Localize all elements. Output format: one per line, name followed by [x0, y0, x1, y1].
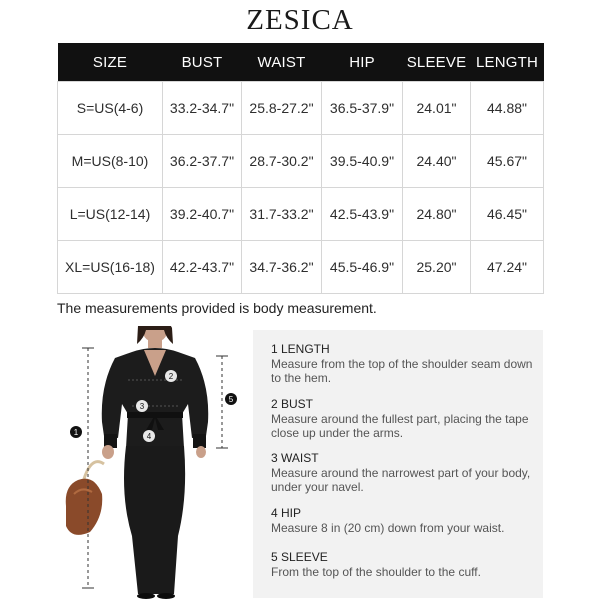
left-shoe	[137, 593, 155, 599]
cell-bust: 39.2-40.7"	[163, 188, 242, 241]
model-neck	[148, 338, 162, 348]
guide-waist	[271, 451, 539, 494]
guide-title: 3 WAIST	[271, 451, 319, 465]
left-hand	[102, 445, 114, 459]
cell-hip: 42.5-43.9"	[322, 188, 403, 241]
header-size: SIZE	[58, 43, 163, 82]
right-shoe	[157, 593, 175, 599]
measurement-note: The measurements provided is body measurement.	[57, 300, 377, 316]
marker-4-label: 4	[146, 432, 152, 441]
marker-5-label: 5	[228, 395, 234, 404]
cell-size: XL=US(16-18)	[58, 241, 163, 294]
cell-waist: 31.7-33.2"	[242, 188, 322, 241]
marker-sleeve	[225, 393, 237, 405]
handbag	[66, 479, 103, 535]
cell-bust: 42.2-43.7"	[163, 241, 242, 294]
cell-sleeve: 24.80"	[403, 188, 471, 241]
marker-3-label: 3	[139, 402, 145, 411]
cell-hip: 36.5-37.9"	[322, 82, 403, 135]
guide-description: Measure around the fullest part, placing the tape close up under the arms.	[271, 412, 529, 440]
cell-waist: 34.7-36.2"	[242, 241, 322, 294]
marker-1-label: 1	[73, 428, 79, 437]
marker-length	[70, 426, 82, 438]
header-sleeve: SLEEVE	[403, 43, 471, 82]
header-bust: BUST	[163, 43, 242, 82]
cell-size: S=US(4-6)	[58, 82, 163, 135]
guide-title: 1 LENGTH	[271, 342, 330, 356]
size-chart-table	[57, 43, 544, 294]
cell-bust: 33.2-34.7"	[163, 82, 242, 135]
marker-bust	[165, 370, 177, 382]
marker-2-label: 2	[168, 372, 174, 381]
cell-size: L=US(12-14)	[58, 188, 163, 241]
right-cuff	[193, 434, 206, 448]
marker-hip	[143, 430, 155, 442]
cell-sleeve: 24.40"	[403, 135, 471, 188]
header-waist: WAIST	[242, 43, 322, 82]
guide-description: Measure 8 in (20 cm) down from your waist.	[271, 521, 505, 535]
guide-title: 5 SLEEVE	[271, 550, 328, 564]
guide-description: Measure around the narrowest part of your body, under your navel.	[271, 466, 531, 494]
cell-hip: 39.5-40.9"	[322, 135, 403, 188]
cell-sleeve: 25.20"	[403, 241, 471, 294]
measurement-guide	[253, 330, 543, 598]
model-figure	[60, 326, 250, 600]
header-hip: HIP	[322, 43, 403, 82]
guide-title: 4 HIP	[271, 506, 302, 520]
cell-length: 45.67"	[471, 135, 544, 188]
guide-length	[271, 342, 539, 385]
guide-title: 2 BUST	[271, 397, 314, 411]
cell-waist: 25.8-27.2"	[242, 82, 322, 135]
cell-bust: 36.2-37.7"	[163, 135, 242, 188]
cell-sleeve: 24.01"	[403, 82, 471, 135]
table-row	[58, 188, 544, 241]
guide-description: Measure from the top of the shoulder seam down to the hem.	[271, 357, 533, 385]
cell-size: M=US(8-10)	[58, 135, 163, 188]
table-row	[58, 135, 544, 188]
cell-length: 46.45"	[471, 188, 544, 241]
header-length: LENGTH	[471, 43, 544, 82]
cell-length: 47.24"	[471, 241, 544, 294]
brand-logo: ZESICA	[246, 3, 354, 36]
table-header-row	[58, 43, 544, 82]
cell-waist: 28.7-30.2"	[242, 135, 322, 188]
table-row	[58, 241, 544, 294]
table-row	[58, 82, 544, 135]
guide-bust	[271, 397, 539, 440]
guide-sleeve	[271, 550, 539, 579]
cell-length: 44.88"	[471, 82, 544, 135]
marker-waist	[136, 400, 148, 412]
right-hand	[196, 446, 206, 458]
cell-hip: 45.5-46.9"	[322, 241, 403, 294]
guide-hip	[271, 506, 539, 535]
guide-description: From the top of the shoulder to the cuff.	[271, 565, 481, 579]
skirt	[124, 446, 185, 594]
